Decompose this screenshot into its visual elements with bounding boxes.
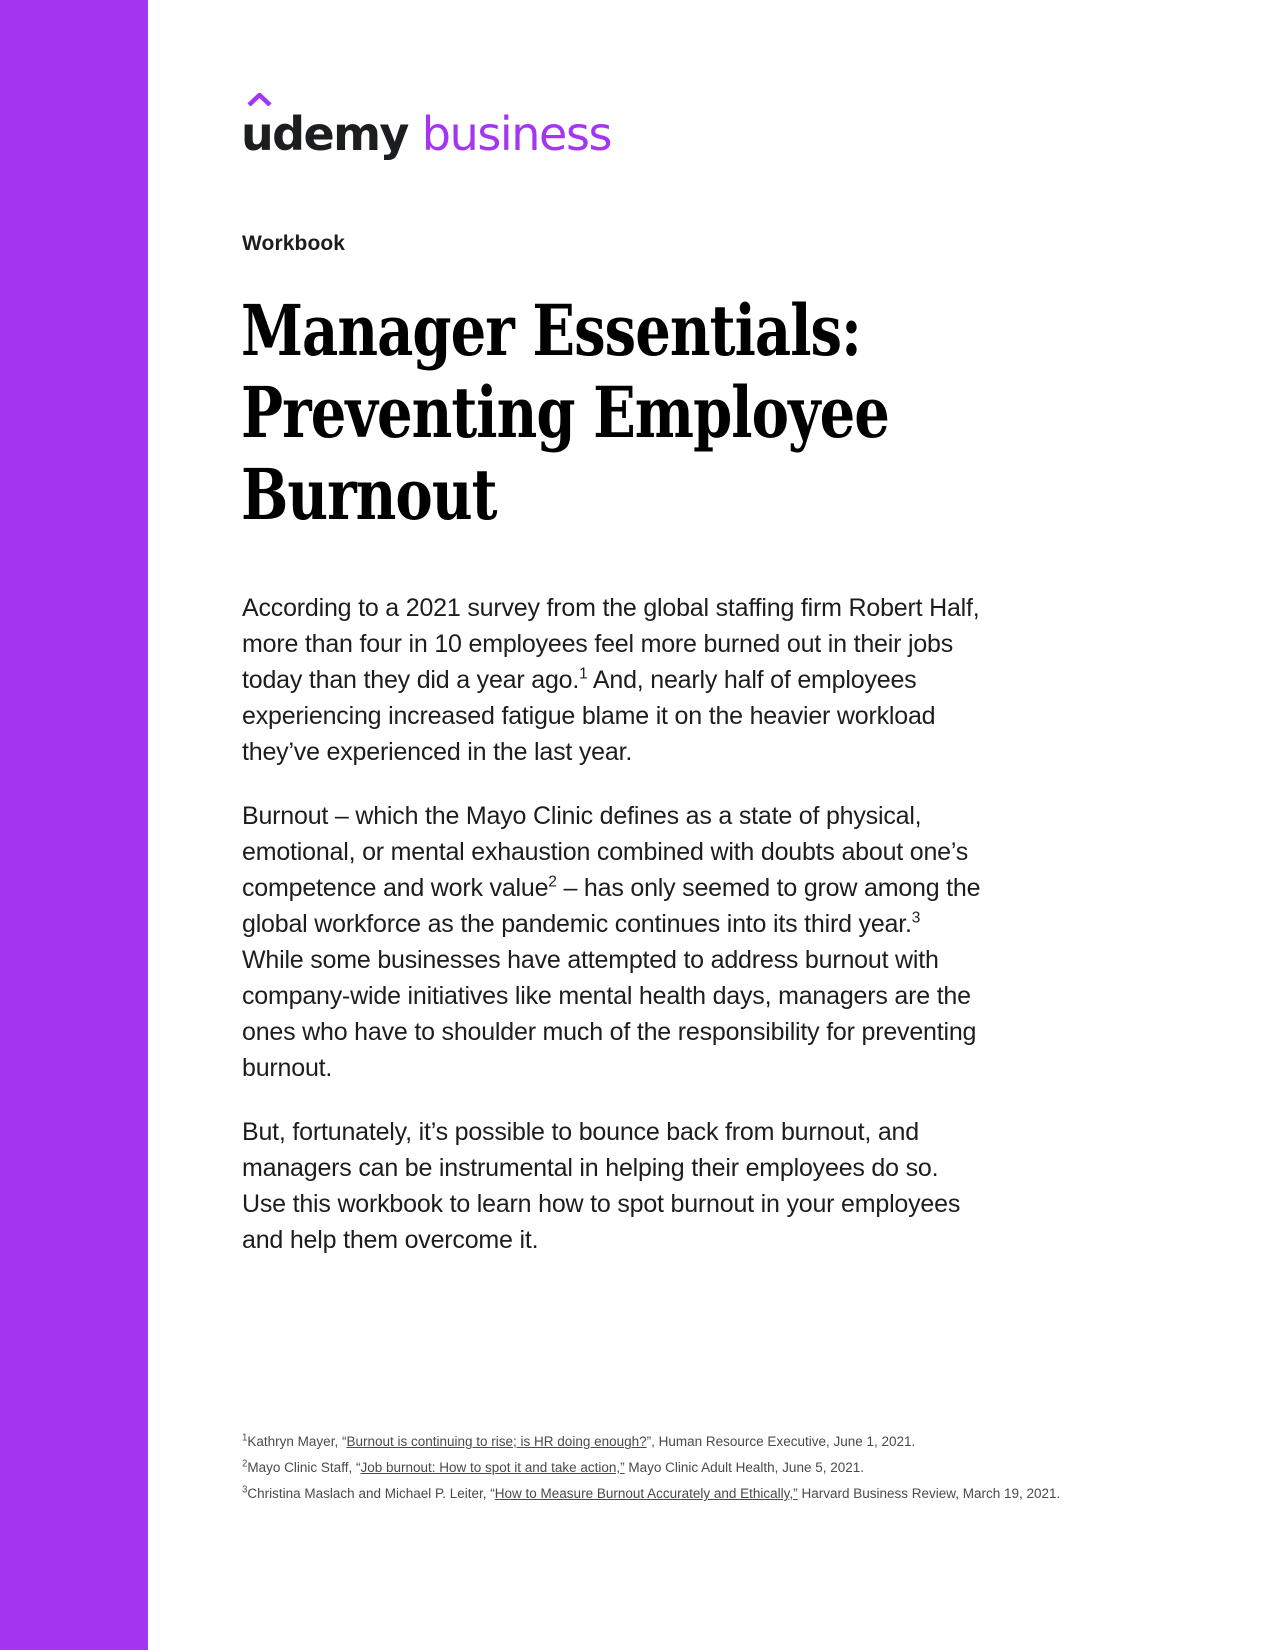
footnote-source-link[interactable]: Job burnout: How to spot it and take action,” [360,1460,625,1475]
footnote-number: 1 [242,1432,248,1444]
page-content [241,0,1061,1650]
footnote-item: $^3$Christina Maslach and Michael P. Leiter, “How to Measure Burnout Accurately and Ethically,” Harvard Business Review, March 19, 2021. [242,1484,1061,1501]
paragraph: Burnout – which the Mayo Clinic defines as a state of physical, emotional, or mental exhaustion combined with doubts about one’s competence and work value$^2$ – has only seemed to grow among the global workforce as the pandemic continues into its third year.$^3$ While some businesses have attempted to address burnout with company-wide initiatives like mental health days, managers are the ones who have to shoulder much of the responsibility for preventing burnout. [242,802,981,1082]
footnote-list [242,1429,1072,1507]
page-title: Manager Essentials: Preventing Employee Burnout [241,289,889,536]
brand-accent-band [0,0,148,1650]
paragraph: But, fortunately, it’s possible to bounce back from burnout, and managers can be instrumental in helping their employees do so. Use this workbook to learn how to spot burnout in your employees and help them overcome it. [242,1118,961,1254]
footnote-number: 3 [242,1484,248,1496]
footnote-item: $^1$Kathryn Mayer, “Burnout is continuing to rise; is HR doing enough?”, Human Resource Executive, June 1, 2021. [242,1432,916,1449]
footnote-number: 2 [242,1458,248,1470]
paragraph: According to a 2021 survey from the global staffing firm Robert Half, more than four in 10 employees feel more burned out in their jobs today than they did a year ago.$^1$ And, nearly half of employees experiencing increased fatigue blame it on the heavier workload they’ve experienced in the last year. [242,594,980,766]
footnote-marker[interactable]: 3 [911,909,921,927]
chevron-up-icon [247,93,272,106]
footnote-source-link[interactable]: How to Measure Burnout Accurately and Ethically,” [494,1486,798,1501]
footnote-source-link[interactable]: Burnout is continuing to rise; is HR doing enough? [346,1434,647,1449]
udemy-business-logo [241,95,612,161]
business-wordmark-text: business [421,107,612,161]
footnote-marker[interactable]: 2 [548,873,557,891]
document-kicker: Workbook [242,232,346,255]
udemy-wordmark-text: udemy [241,107,408,161]
udemy-wordmark [241,107,408,161]
body-copy [242,590,987,1258]
footnote-item: $^2$Mayo Clinic Staff, “Job burnout: How to spot it and take action,” Mayo Clinic Adult Health, June 5, 2021. [242,1458,864,1475]
footnote-marker[interactable]: 1 [579,665,588,683]
